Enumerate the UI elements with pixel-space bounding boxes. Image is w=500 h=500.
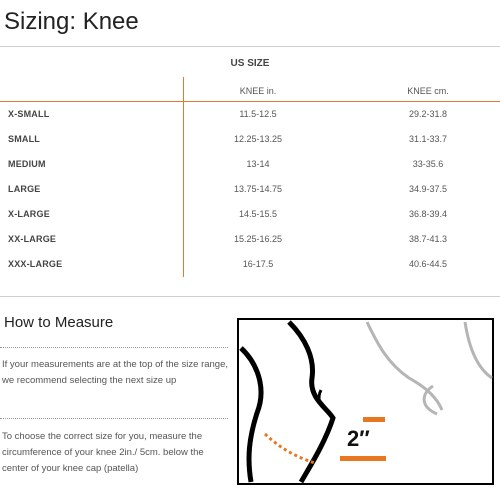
col-header-cm: KNEE cm. xyxy=(407,86,449,96)
title-divider xyxy=(0,46,500,47)
dotted-divider xyxy=(0,347,228,348)
column-divider xyxy=(183,77,184,277)
row-size-label: XX-LARGE xyxy=(8,234,57,244)
row-size-label: XXX-LARGE xyxy=(8,259,63,269)
row-cm: 31.1-33.7 xyxy=(408,134,448,144)
row-size-label: LARGE xyxy=(8,184,41,194)
distance-label: 2″ xyxy=(347,426,370,451)
row-cm: 29.2-31.8 xyxy=(408,109,448,119)
row-inches: 15.25-16.25 xyxy=(233,234,283,244)
row-cm: 33-35.6 xyxy=(412,159,444,169)
dotted-divider xyxy=(0,418,228,419)
row-cm: 36.8-39.4 xyxy=(408,209,448,219)
row-inches: 13.75-14.75 xyxy=(233,184,283,194)
row-inches: 14.5-15.5 xyxy=(238,209,278,219)
table-bottom-divider xyxy=(0,296,500,297)
row-size-label: SMALL xyxy=(8,134,40,144)
row-inches: 12.25-13.25 xyxy=(233,134,283,144)
knee-measure-diagram xyxy=(237,318,494,485)
row-inches: 13-14 xyxy=(246,159,270,169)
measure-tip-location: To choose the correct size for you, measure the circumference of your knee 2in./ 5cm. below the center of your knee cap (patella) xyxy=(2,431,204,474)
row-size-label: X-LARGE xyxy=(8,209,50,219)
row-cm: 40.6-44.5 xyxy=(408,259,448,269)
row-inches: 11.5-12.5 xyxy=(239,109,277,119)
how-to-measure-title: How to Measure xyxy=(4,314,114,331)
row-size-label: MEDIUM xyxy=(8,159,46,169)
knee-outline-icon xyxy=(237,318,494,485)
row-size-label: X-SMALL xyxy=(8,109,50,119)
row-inches: 16-17.5 xyxy=(242,259,274,269)
row-cm: 34.9-37.5 xyxy=(408,184,448,194)
measure-tip-range: If your measurements are at the top of the size range, we recommend selecting the next size up xyxy=(2,359,229,386)
us-size-header: US SIZE xyxy=(230,58,270,69)
header-divider xyxy=(0,101,500,102)
row-cm: 38.7-41.3 xyxy=(408,234,448,244)
page-title: Sizing: Knee xyxy=(4,8,139,35)
col-header-inches: KNEE in. xyxy=(239,86,277,96)
